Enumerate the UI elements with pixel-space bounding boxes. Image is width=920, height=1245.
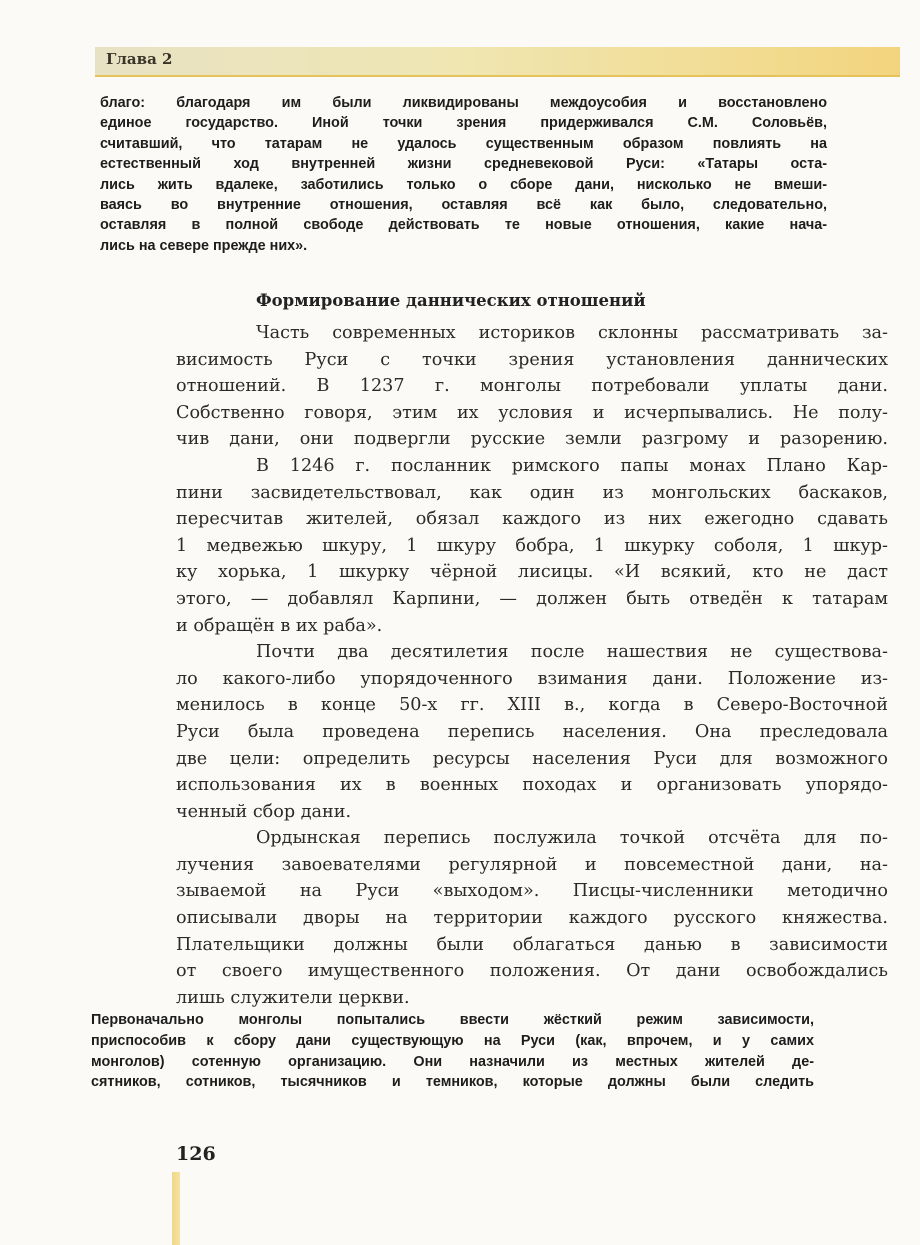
text-line: и обращён в их раба». bbox=[176, 615, 383, 636]
text-line: менилось в конце 50-х гг. XIII в., когда в Северо-Восточной bbox=[176, 695, 888, 716]
text-line: сятников, сотников, тысячников и темников, которые должны были следить bbox=[91, 1074, 814, 1091]
page-number: 126 bbox=[176, 1143, 216, 1165]
text-line: Первоначально монголы попытались ввести жёсткий режим зависимости, bbox=[91, 1012, 814, 1028]
text-line: использования их в военных походах и организовать упорядо- bbox=[176, 775, 888, 796]
text-line: пини засвидетельствовал, как один из монгольских баскаков, bbox=[176, 482, 888, 503]
text-line: В 1246 г. посланник римского папы монах Плано Кар- bbox=[256, 455, 888, 476]
chapter-label: Глава 2 bbox=[106, 50, 173, 68]
text-line: ченный сбор дани. bbox=[176, 801, 352, 822]
closing-paragraph bbox=[91, 1010, 814, 1093]
text-line: считавший, что татарам не удалось существенным образом повлиять на bbox=[100, 135, 827, 152]
text-line: этого, — добавлял Карпини, — должен быть отведён к татарам bbox=[176, 588, 888, 609]
text-line: от своего имущественного положения. От дани освобождались bbox=[176, 961, 888, 982]
text-line: лучения завоевателями регулярной и повсеместной дани, на- bbox=[176, 854, 888, 875]
text-line: зываемой на Руси «выходом». Писцы-численники методично bbox=[176, 881, 888, 902]
main-body-text bbox=[176, 320, 888, 1011]
text-line: висимость Руси с точки зрения установления даннических bbox=[176, 349, 888, 370]
text-line: две цели: определить ресурсы населения Руси для возможного bbox=[176, 748, 888, 769]
text-line: лишь служители церкви. bbox=[176, 987, 410, 1008]
intro-paragraph bbox=[100, 93, 827, 256]
text-line: пересчитав жителей, обязал каждого из них ежегодно сдавать bbox=[176, 509, 888, 530]
text-line: монголов) сотенную организацию. Они назначили из местных жителей де- bbox=[91, 1053, 814, 1070]
text-line: естественный ход внутренней жизни средневековой Руси: «Татары оста- bbox=[100, 156, 827, 173]
text-line: лись на севере прежде них». bbox=[100, 237, 308, 254]
text-line: единое государство. Иной точки зрения придерживался С.М. Соловьёв, bbox=[100, 115, 827, 132]
text-line: отношений. В 1237 г. монголы потребовали уплаты дани. bbox=[176, 376, 888, 397]
text-line: описывали дворы на территории каждого русского княжества. bbox=[176, 908, 888, 929]
text-line: лись жить вдалеке, заботились только о сборе дани, нисколько не вмеши- bbox=[100, 176, 827, 193]
section-heading: Формирование даннических отношений bbox=[256, 291, 646, 310]
text-line: ку хорька, 1 шкурку чёрной лисицы. «И всякий, кто не даст bbox=[176, 562, 888, 583]
text-line: Собственно говоря, этим их условия и исчерпывались. Не полу- bbox=[176, 402, 888, 423]
text-line: 1 медвежью шкуру, 1 шкуру бобра, 1 шкурку соболя, 1 шкур- bbox=[176, 535, 888, 556]
text-line: Руси была проведена перепись населения. Она преследовала bbox=[176, 721, 888, 742]
margin-color-bar bbox=[172, 1172, 180, 1245]
text-line: ло какого-либо упорядоченного взимания дани. Положение из- bbox=[176, 668, 888, 689]
text-line: приспособив к сбору дани существующую на Руси (как, впрочем, и у самих bbox=[91, 1032, 814, 1049]
text-line: Плательщики должны были облагаться данью в зависимости bbox=[176, 934, 888, 955]
text-line: ваясь во внутренние отношения, оставляя всё как было, следовательно, bbox=[100, 197, 827, 214]
text-line: благо: благодаря им были ликвидированы междоусобия и восстановлено bbox=[100, 95, 827, 111]
text-line: Часть современных историков склонны рассматривать за- bbox=[256, 323, 888, 343]
text-line: оставляя в полной свободе действовать те новые отношения, какие нача- bbox=[100, 217, 827, 234]
text-line: Почти два десятилетия после нашествия не существова- bbox=[256, 642, 888, 663]
text-line: Ордынская перепись послужила точкой отсчёта для по- bbox=[256, 828, 888, 849]
text-line: чив дани, они подвергли русские земли разгрому и разорению. bbox=[176, 429, 888, 450]
chapter-header-band bbox=[95, 47, 900, 77]
